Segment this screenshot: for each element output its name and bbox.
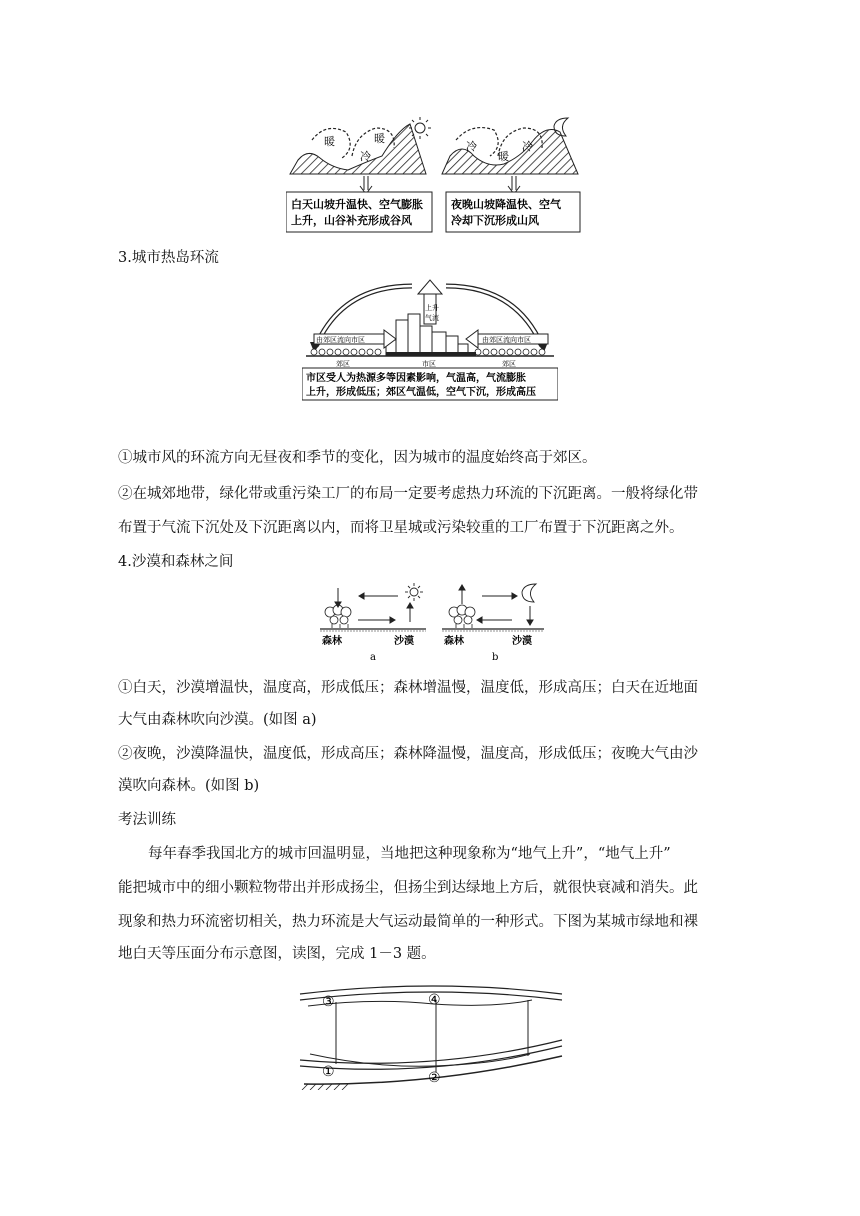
day-box-line-1: 白天山坡升温快、空气膨胀 [291, 198, 423, 211]
urban-heat-island-figure [302, 276, 558, 402]
city-label: 市区 [422, 360, 436, 368]
down-arrow-icon [508, 176, 520, 194]
sun-icon [405, 583, 423, 601]
paragraph-city-2-line-1: ②在城郊地带，绿化带或重污染工厂的布局一定要考虑热力环流的下沉距离。一般将绿化带 [118, 486, 698, 502]
paragraph-desert-2-line-1: ②夜晚，沙漠降温快，温度低，形成高压；森林降温慢，温度高，形成低压；夜晚大气由沙 [118, 746, 698, 762]
desert-label-b: 沙漠 [512, 636, 532, 647]
day-box-line-2: 上升，山谷补充形成谷风 [291, 214, 412, 227]
desert-forest-figure [318, 580, 546, 666]
heat-island-box-line-1: 市区受人为热源多等因素影响，气温高，气流膨胀 [306, 373, 526, 384]
day-panel [286, 117, 432, 232]
svg-text:气流: 气流 [425, 314, 439, 322]
svg-text:由郊区流向市区: 由郊区流向市区 [316, 336, 365, 344]
desert-label-a: 沙漠 [394, 636, 414, 647]
paragraph-desert-2-line-2: 漠吹向森林。(如图 b) [118, 778, 260, 794]
night-panel [442, 118, 580, 232]
day-warm-label-2: 暖 [374, 132, 385, 145]
point-4-label: ④ [428, 992, 441, 1008]
point-2-label: ② [428, 1070, 441, 1086]
night-cold-label-1: 冷 [466, 140, 477, 153]
paragraph-desert-1-line-1: ①白天，沙漠增温快，温度高，形成低压；森林增温慢，温度低，形成高压；白天在近地面 [118, 680, 698, 696]
moon-icon [522, 584, 536, 602]
section-3-title: 3.城市热岛环流 [118, 250, 219, 266]
training-paragraph-line-3: 现象和热力环流密切相关，热力环流是大气运动最简单的一种形式。下图为某城市绿地和裸 [118, 914, 698, 930]
svg-text:上升: 上升 [425, 304, 439, 312]
section-4-title: 4.沙漠和森林之间 [118, 554, 234, 570]
night-box-line-2: 冷却下沉形成山风 [451, 214, 539, 227]
panel-b [442, 584, 544, 663]
rising-air-arrow [418, 280, 442, 324]
forest-trees [325, 605, 351, 628]
point-3-label: ③ [322, 994, 335, 1010]
paragraph-city-1: ①城市风的环流方向无昼夜和季节的变化，因为城市的温度始终高于郊区。 [118, 450, 597, 466]
isobaric-surface-figure [294, 980, 566, 1090]
panel-a [320, 583, 426, 663]
training-paragraph-line-1: 每年春季我国北方的城市回温明显，当地把这种现象称为“地气上升”，“地气上升” [148, 846, 671, 862]
suburb-label-left: 郊区 [336, 360, 350, 368]
down-arrow-icon [360, 176, 372, 194]
night-cold-label-2: 冷 [522, 140, 533, 153]
paragraph-city-2-line-2: 布置于气流下沉处及下沉距离以内，而将卫星城或污染较重的工厂布置于下沉距离之外。 [118, 520, 684, 536]
day-cold-label: 冷 [360, 150, 371, 163]
training-paragraph-line-2: 能把城市中的细小颗粒物带出并形成扬尘，但扬尘到达绿地上方后，就很快衰减和消失。此 [118, 880, 698, 896]
svg-text:由郊区流向市区: 由郊区流向市区 [482, 336, 531, 344]
heat-island-box-line-2: 上升，形成低压；郊区气温低，空气下沉，形成高压 [306, 387, 536, 398]
forest-trees [449, 605, 475, 628]
caption-a: a [370, 652, 376, 663]
training-title: 考法训练 [118, 812, 176, 828]
forest-label-a: 森林 [322, 636, 342, 647]
left-ground-arrow [314, 330, 396, 348]
point-1-label: ① [322, 1064, 335, 1080]
night-warm-label: 暖 [498, 150, 509, 163]
day-warm-label-1: 暖 [324, 135, 335, 148]
mountain-valley-wind-figure [286, 112, 586, 236]
caption-b: b [492, 652, 499, 663]
forest-label-b: 森林 [444, 636, 464, 647]
suburb-label-right: 郊区 [502, 360, 516, 368]
sun-icon [409, 117, 431, 139]
training-paragraph-line-4: 地白天等压面分布示意图，读图，完成 1－3 题。 [118, 946, 436, 962]
paragraph-desert-1-line-2: 大气由森林吹向沙漠。(如图 a) [118, 712, 317, 728]
night-box-line-1: 夜晚山坡降温快、空气 [451, 198, 561, 211]
